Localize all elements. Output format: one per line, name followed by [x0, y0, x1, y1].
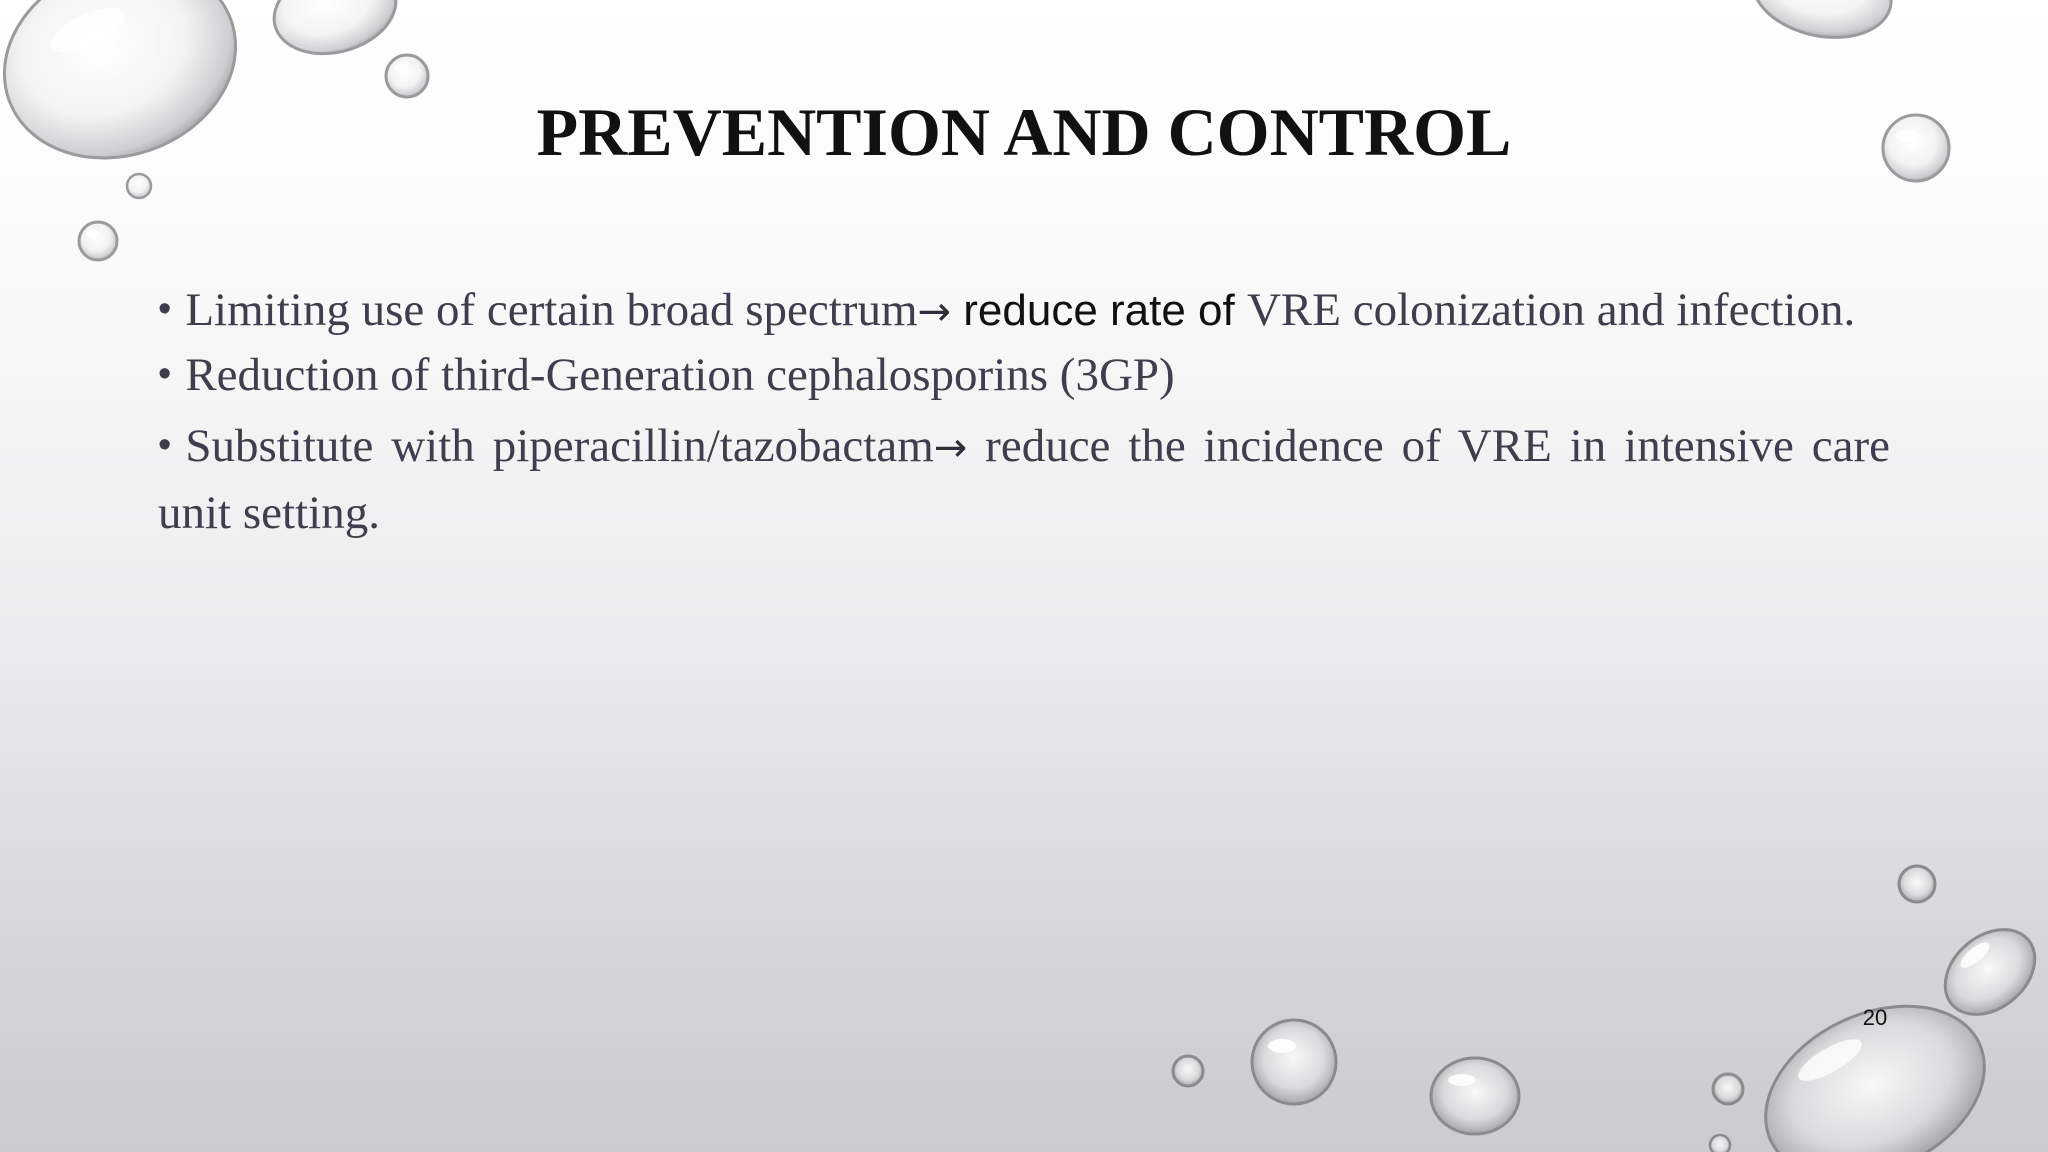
- water-drop-icon: [1252, 1020, 1336, 1104]
- bullet-marker: •: [158, 353, 172, 395]
- bullet-text: Substitute with piperacillin/tazobactam: [185, 420, 934, 472]
- water-drop-icon: [1710, 1135, 1730, 1152]
- bullet-text: reduce the incidence of VRE in intensive care unit setting.: [158, 420, 1890, 539]
- page-number: 20: [1862, 1005, 1888, 1030]
- right-arrow-icon: →: [917, 289, 952, 335]
- slide-title: PREVENTION AND CONTROL: [536, 94, 1512, 170]
- water-drop-icon: [79, 222, 117, 260]
- bullet-marker: •: [158, 424, 172, 466]
- water-drop-icon: [127, 174, 151, 198]
- bullet-text: Limiting use of certain broad spectrum: [185, 284, 918, 336]
- water-drop-icon: [1713, 1074, 1743, 1104]
- water-drop-icon: [264, 0, 406, 67]
- bullet-emphasis: reduce rate of: [951, 286, 1247, 335]
- right-arrow-icon: →: [933, 425, 968, 471]
- bullet-item: [158, 280, 1890, 343]
- water-drop-icon: [1173, 1056, 1203, 1086]
- water-drop-icon: [1431, 1058, 1519, 1134]
- water-drop-icon: [386, 55, 428, 97]
- bullet-list: [158, 280, 1890, 545]
- bullet-item: [158, 414, 1890, 545]
- bullet-marker: •: [158, 288, 172, 330]
- water-drop-icon: [1899, 866, 1935, 902]
- bullet-text: VRE colonization and infection.: [1246, 284, 1856, 336]
- water-drop-icon: [1744, 0, 1899, 50]
- bullet-text: Reduction of third-Generation cephalosporins (3GP): [185, 349, 1175, 401]
- bullet-item: [158, 345, 1890, 408]
